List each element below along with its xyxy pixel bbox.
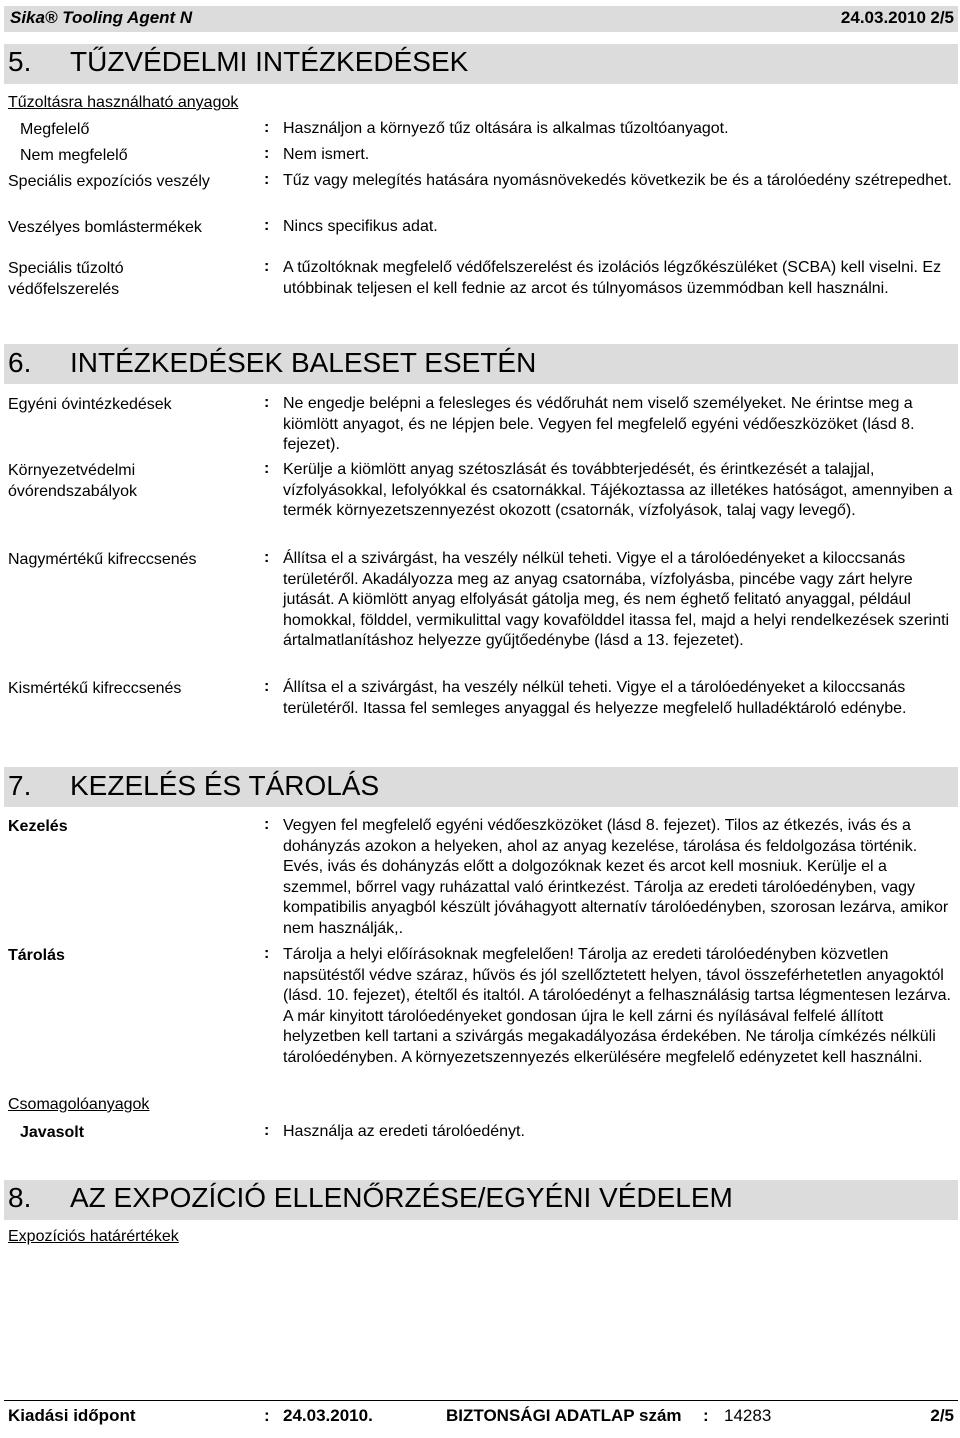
row-value: Állítsa el a szivárgást, ha veszély nélkül teheti. Vigye el a tárolóedényeket a kiloccsanás területéről. Akadályozza meg az anyag csatornába, vízfolyásba, pincébe vagy zárt helyre jutását. A kiömlött anyag elfolyását gátolja meg, és nem éghető felitató anyaggal, például homokkal, földdel, vermikulittal vagy kovafölddel itassa fel, majd a helyi rendelkezések szerinti ártalmatlanításhoz helyezze gyűjtőedénybe (lásd a 13. fejezetet). (283, 550, 950, 649)
footer-colon: : (264, 1406, 270, 1425)
section-7-heading (8, 770, 379, 802)
row-value: Használja az eredeti tárolóedényt. (283, 1123, 525, 1140)
row-label: Speciális expozíciós veszély (8, 173, 210, 190)
footer-page-number: 2/5 (930, 1406, 954, 1425)
header-date: 24.03.2010 (840, 8, 926, 27)
section-6-title: INTÉZKEDÉSEK BALESET ESETÉN (70, 347, 537, 378)
row-label: Kismértékű kifreccsenés (8, 680, 182, 697)
row-label: Speciális tűzoltó védőfelszerelés (8, 260, 124, 298)
row-colon: : (264, 258, 270, 275)
section-5-title: TŰZVÉDELMI INTÉZKEDÉSEK (70, 46, 469, 77)
section-8-subheading: Expozíciós határértékek (8, 1228, 179, 1245)
row-value: Nem ismert. (283, 146, 370, 163)
row-label: Egyéni óvintézkedések (8, 396, 172, 413)
row-value: Nincs specifikus adat. (283, 218, 438, 235)
row-colon: : (264, 171, 270, 188)
row-colon: : (264, 945, 270, 962)
row-colon: : (264, 816, 270, 833)
row-value: Kerülje a kiömlött anyag szétoszlását és továbbterjedését, és érintkezését a talajjal, vízfolyásokkal, lefolyókkal és csatornákkal. Tájékoztassa az illetékes hatóságot, amennyiben a termék környezetszennyezést okozott (csatornák, vízfolyások, talaj vagy levegő). (283, 461, 953, 519)
footer-rule (4, 1400, 958, 1401)
row-colon: : (264, 1122, 270, 1139)
section-6-heading (8, 347, 536, 379)
row-label: Javasolt (20, 1124, 85, 1141)
row-value: Állítsa el a szivárgást, ha veszély nélkül teheti. Vigye el a tárolóedényeket a kiloccsanás területéről. Itassa fel semleges anyaggal és helyezze megfelelő hulladéktároló edénybe. (283, 679, 907, 717)
row-label: Nem megfelelő (20, 147, 128, 164)
footer-colon: : (703, 1406, 709, 1425)
section-7-number: 7. (8, 770, 32, 801)
row-colon: : (264, 145, 270, 162)
section-8-title: AZ EXPOZÍCIÓ ELLENŐRZÉSE/EGYÉNI VÉDELEM (70, 1182, 733, 1213)
row-value: A tűzoltóknak megfelelő védőfelszerelést és izolációs légzőkészüléket (SCBA) kell viselni. Ez utóbbinak teljesen el kell fednie az arcot és túlnyomásos üzemmódban kell használni. (283, 259, 942, 297)
section-5-number: 5. (8, 46, 32, 77)
row-value: Tűz vagy melegítés hatására nyomásnövekedés következik be és a tárolóedény szétrepedhet. (283, 172, 952, 189)
row-label: Környezetvédelmi óvórendszabályok (8, 462, 137, 500)
footer-sds-label: BIZTONSÁGI ADATLAP szám (446, 1406, 682, 1425)
row-colon: : (264, 119, 270, 136)
row-label: Megfelelő (20, 121, 90, 138)
footer-sds-number: 14283 (724, 1406, 772, 1425)
section-8-number: 8. (8, 1182, 32, 1213)
packaging-subheading: Csomagolóanyagok (8, 1096, 150, 1113)
row-colon: : (264, 460, 270, 477)
row-value: Tárolja a helyi előírásoknak megfelelően! Tárolja az eredeti tárolóedényben közvetlen napsütéstől védve száraz, hűvös és jól szellőztetett helyen, távol összeférhetetlen anyagoktól (lásd. 10. fejezet), ételtől és italtól. A tárolóedényt a felhasználásig tartsa légmentesen lezárva. A már kinyitott tárolóedényeket gondosan újra le kell zárni és nyílásával felfelé állított helyzetben kell tartani a szivárgás megakadályozása érdekében. Ne tárolja címkézés nélküli tárolóedényben. A környezetszennyezés elkerülésére megfelelő edényzetet kell használni. (283, 946, 951, 1066)
product-title: Sika® Tooling Agent N (10, 8, 193, 27)
section-5-heading (8, 46, 468, 78)
row-colon: : (264, 217, 270, 234)
row-label: Kezelés (8, 818, 68, 835)
row-label: Nagymértékű kifreccsenés (8, 551, 197, 568)
row-value: Vegyen fel megfelelő egyéni védőeszközöket (lásd 8. fejezet). Tilos az étkezés, ivás és a dohányzás azokon a helyeken, ahol az anyag kezelése, tárolása és feldolgozása történik. Evés, ivás és dohányzás előtt a dolgozóknak kezet és arcot kell mosniuk. Kerülje el a szemmel, bőrrel vagy ruházattal való érintkezést. Tárolja az eredeti tárolóedényben, vagy kompatibilis anyagból készült jóváhagyott alternatív tárolóedényben, szorosan lezárva, amikor nem használják,. (283, 817, 949, 937)
row-value: Ne engedje belépni a felesleges és védőruhát nem viselő személyeket. Ne érintse meg a kiömlött anyagot, és ne lépjen bele. Vegyen fel megfelelő egyéni védőeszközöket (lásd 8. fejezet). (283, 395, 915, 453)
row-colon: : (264, 678, 270, 695)
section-8-heading (8, 1182, 733, 1214)
section-7-title: KEZELÉS ÉS TÁROLÁS (70, 770, 380, 801)
row-label: Veszélyes bomlástermékek (8, 219, 202, 236)
footer-issue-label: Kiadási időpont (8, 1406, 136, 1425)
header-page-number: 2/5 (930, 8, 954, 27)
footer-issue-date: 24.03.2010. (283, 1406, 373, 1425)
section-6-number: 6. (8, 347, 32, 378)
row-value: Használjon a környező tűz oltására is alkalmas tűzoltóanyagot. (283, 120, 729, 137)
row-colon: : (264, 549, 270, 566)
row-label: Tárolás (8, 947, 65, 964)
section-5-subheading: Tűzoltásra használható anyagok (8, 94, 239, 111)
row-colon: : (264, 394, 270, 411)
